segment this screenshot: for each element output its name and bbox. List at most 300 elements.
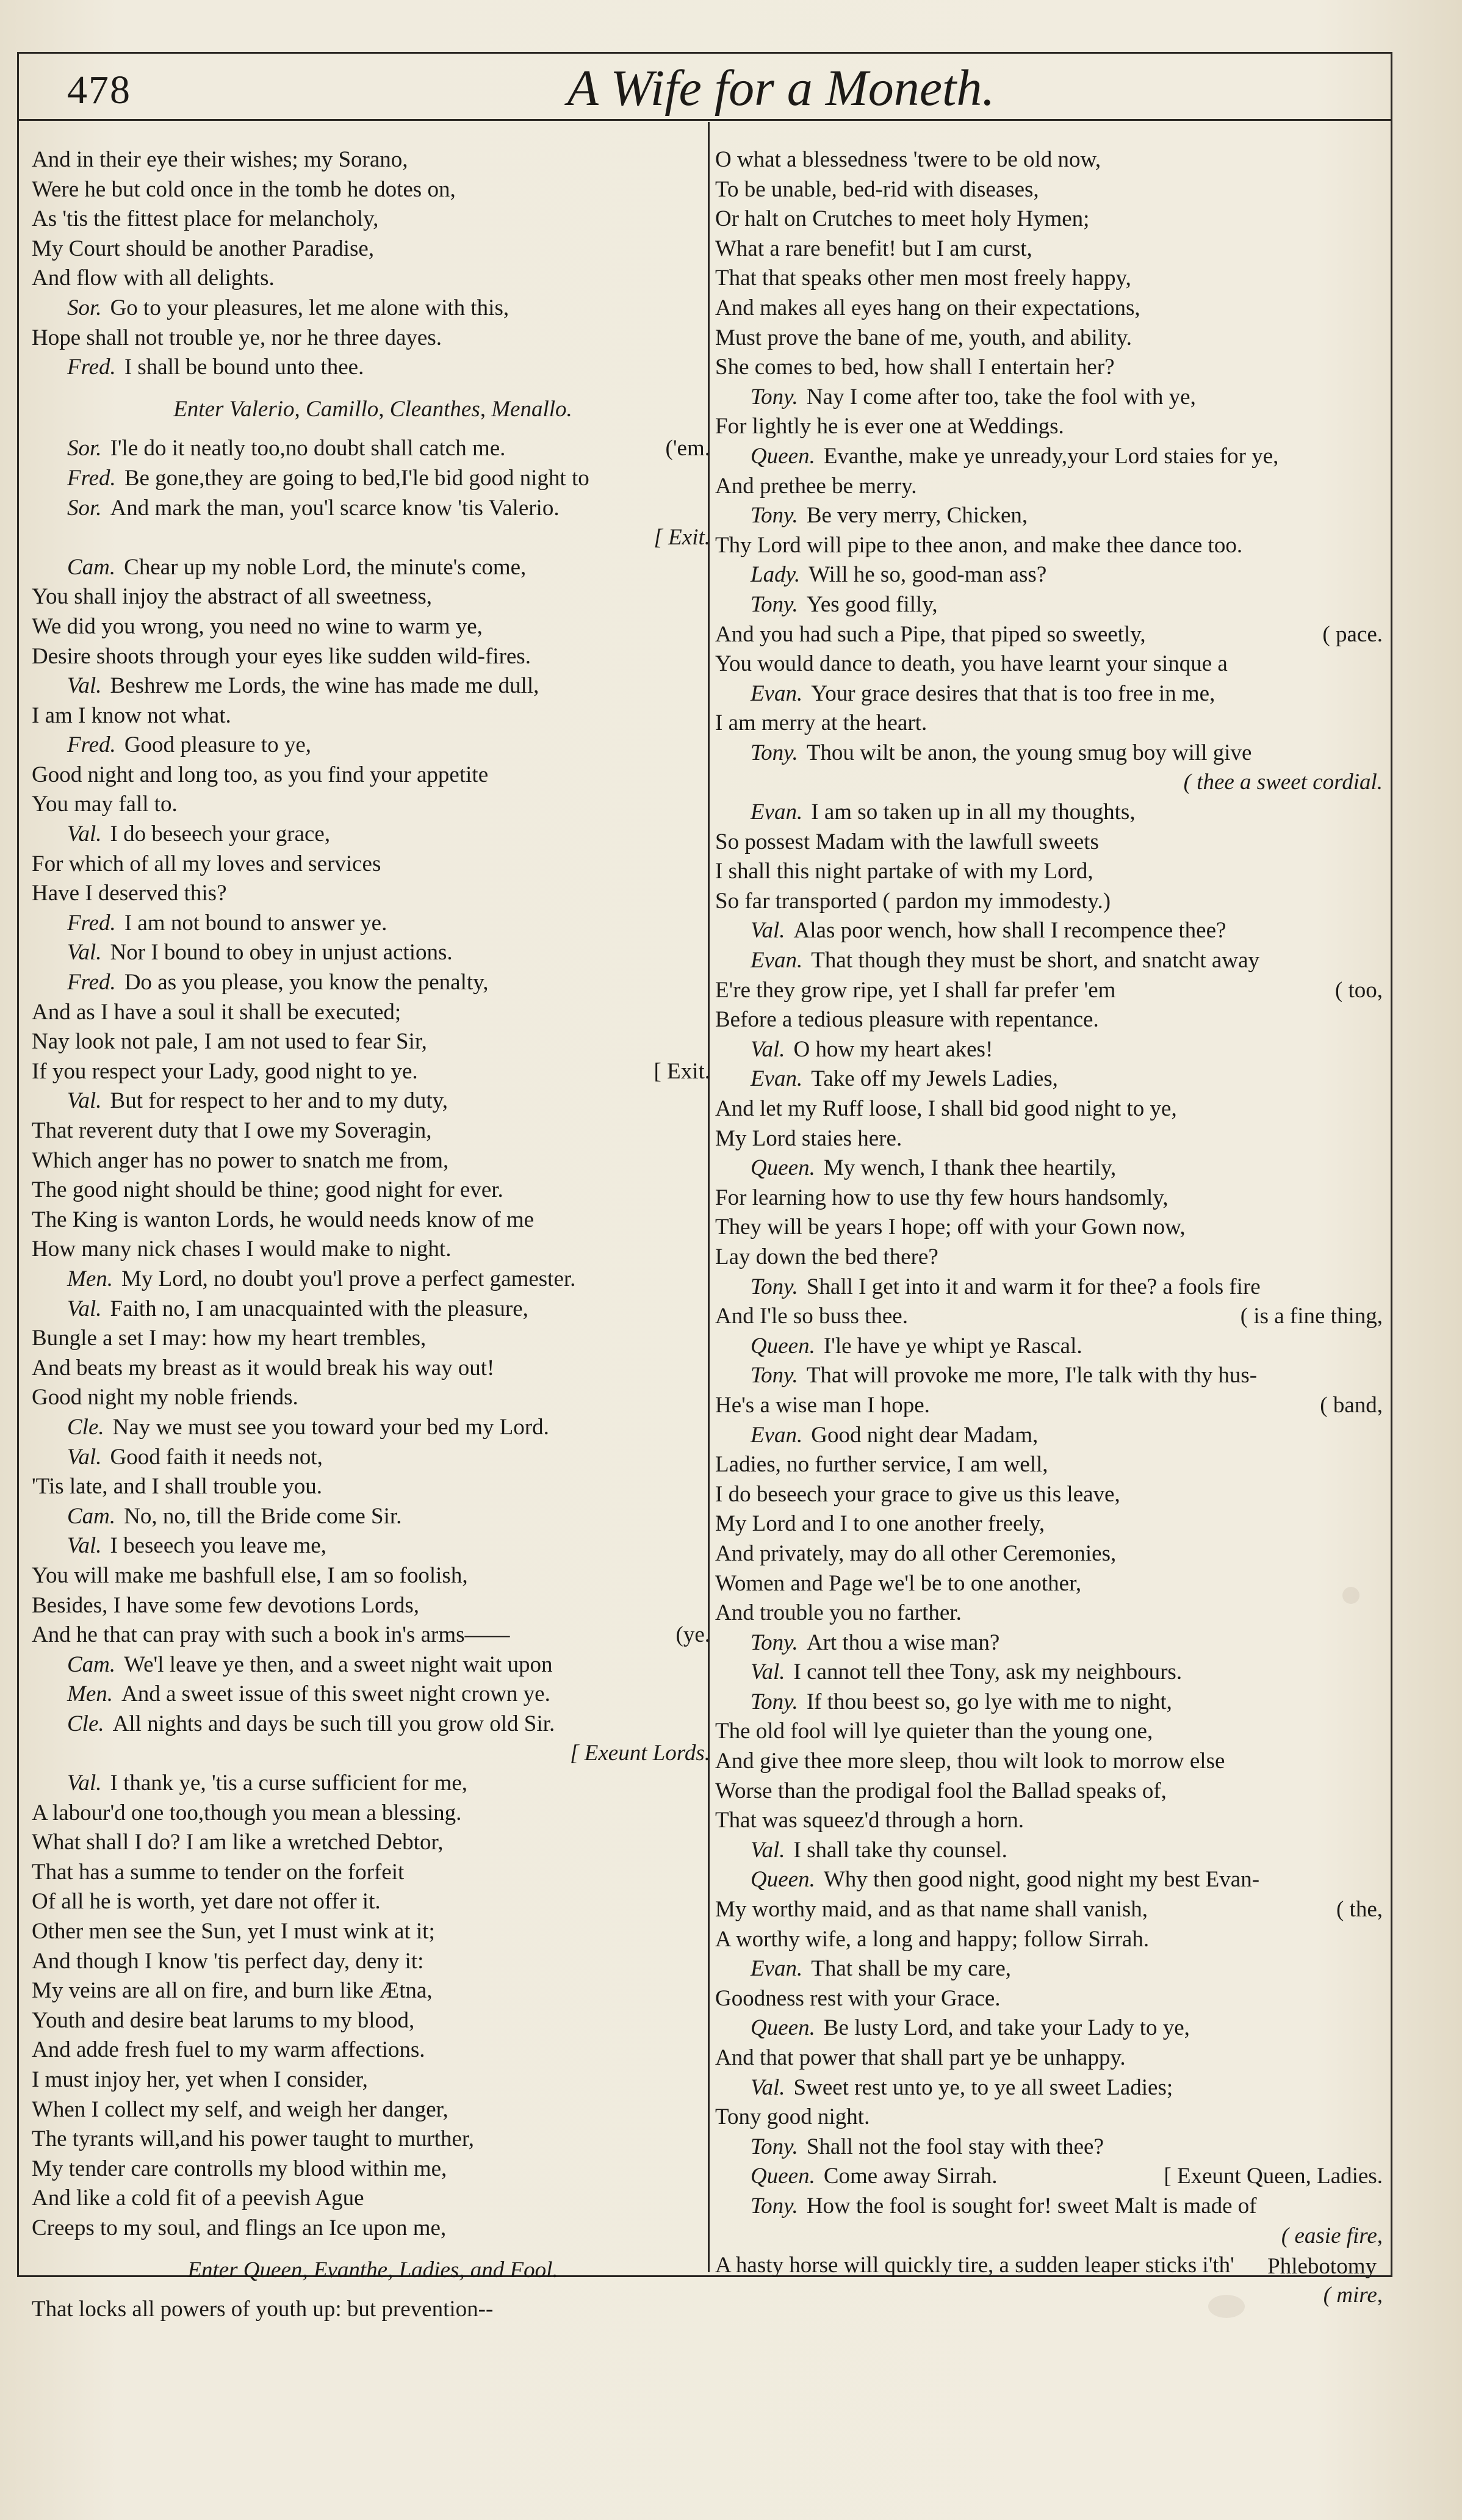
right-aligned-fragment: (ye. bbox=[675, 1622, 710, 1648]
line-text: Youth and desire beat larums to my blood, bbox=[32, 2007, 415, 2033]
verse-line bbox=[715, 1984, 1386, 2014]
line-text: They will be years I hope; off with your Gown now, bbox=[715, 1215, 1186, 1240]
verse-line bbox=[32, 1620, 714, 1650]
line-text: My veins are all on fire, and burn like Ætna, bbox=[32, 1978, 433, 2004]
verse-line bbox=[715, 620, 1386, 650]
right-aligned-fragment: ( too, bbox=[1334, 977, 1383, 1003]
verse-line bbox=[32, 850, 714, 879]
line-text: Were he but cold once in the tomb he dotes on, bbox=[32, 176, 456, 202]
line-text: Thou wilt be anon, the young smug boy will give bbox=[806, 740, 1252, 765]
verse-line bbox=[715, 145, 1386, 175]
line-text: If you respect your Lady, good night to ye. bbox=[32, 1058, 418, 1084]
speaker-name: Val. bbox=[751, 1837, 785, 1863]
line-text: I do beseech your grace to give us this leave, bbox=[715, 1481, 1120, 1507]
line-text: Alas poor wench, how shall I recompence thee? bbox=[793, 918, 1226, 944]
verse-line bbox=[715, 1569, 1386, 1599]
line-text: Nay look not pale, I am not used to fear Sir, bbox=[32, 1029, 427, 1055]
line-text: I must injoy her, yet when I consider, bbox=[32, 2067, 368, 2092]
speaker-name: Cle. bbox=[67, 1414, 104, 1440]
verse-line bbox=[715, 1094, 1386, 1124]
line-text: And adde fresh fuel to my warm affections. bbox=[32, 2037, 425, 2063]
speaker-name: Evan. bbox=[751, 948, 803, 973]
line-text: And like a cold fit of a peevish Ague bbox=[32, 2186, 364, 2211]
speaker-name: Queen. bbox=[751, 2164, 815, 2189]
verse-line bbox=[32, 1561, 714, 1591]
speech-line bbox=[32, 294, 714, 323]
line-text: And flow with all delights. bbox=[32, 265, 275, 291]
stage-direction: Enter Valerio, Camillo, Cleanthes, Menallo. bbox=[173, 396, 572, 422]
verse-line bbox=[715, 1509, 1386, 1539]
right-aligned-fragment: [ Exeunt Queen, Ladies. bbox=[1164, 2164, 1383, 2189]
verse-line bbox=[715, 1243, 1386, 1273]
line-text: Creeps to my soul, and flings an Ice upon me, bbox=[32, 2215, 447, 2240]
line-text: I shall take thy counsel. bbox=[793, 1837, 1007, 1863]
verse-line bbox=[32, 2006, 714, 2036]
speaker-name: Tony. bbox=[751, 1689, 798, 1714]
line-text: Bungle a set I may: how my heart trembles, bbox=[32, 1326, 427, 1351]
verse-line bbox=[715, 1717, 1386, 1747]
speech-line bbox=[715, 2132, 1386, 2162]
verse-line bbox=[32, 998, 714, 1028]
speaker-name: Men. bbox=[67, 1681, 113, 1707]
line-text: Your grace desires that that is too free in me, bbox=[811, 681, 1215, 706]
verse-line bbox=[32, 1472, 714, 1502]
speaker-name: Tony. bbox=[751, 384, 798, 410]
speaker-name: Queen. bbox=[751, 1155, 815, 1181]
line-text: That was squeez'd through a horn. bbox=[715, 1808, 1024, 1833]
verse-line bbox=[32, 1235, 714, 1265]
right-aligned-fragment: ( is a fine thing, bbox=[1240, 1304, 1383, 1329]
turnover-line: ( mire, bbox=[1323, 2282, 1383, 2308]
left-column bbox=[32, 145, 714, 2325]
speech-line bbox=[32, 1680, 714, 1709]
verse-line bbox=[32, 234, 714, 264]
verse-line bbox=[715, 828, 1386, 857]
speaker-name: Val. bbox=[67, 821, 102, 847]
speaker-name: Val. bbox=[751, 1036, 785, 1062]
verse-line bbox=[32, 790, 714, 820]
line-text: Desire shoots through your eyes like sudden wild-fires. bbox=[32, 643, 531, 669]
verse-line bbox=[32, 1917, 714, 1947]
speaker-name: Queen. bbox=[751, 1333, 815, 1359]
verse-line bbox=[32, 323, 714, 353]
speaker-name: Val. bbox=[67, 1088, 102, 1114]
verse-line bbox=[715, 1747, 1386, 1777]
line-text: That though they must be short, and snatcht away bbox=[811, 948, 1259, 973]
speech-line bbox=[715, 1035, 1386, 1065]
verse-line bbox=[32, 145, 714, 175]
verse-line bbox=[715, 1895, 1386, 1925]
line-text: To be unable, bed-rid with diseases, bbox=[715, 176, 1039, 202]
line-text: The good night should be thine; good night for ever. bbox=[32, 1177, 503, 1203]
speaker-name: Fred. bbox=[67, 970, 116, 995]
line-text: Women and Page we'l be to one another, bbox=[715, 1570, 1082, 1596]
speaker-name: Val. bbox=[751, 918, 785, 944]
exit-direction: [ Exeunt Lords. bbox=[570, 1741, 710, 1766]
line-text: Art thou a wise man? bbox=[806, 1630, 1000, 1655]
line-text: Other men see the Sun, yet I must wink at it; bbox=[32, 1919, 435, 1944]
speaker-name: Val. bbox=[67, 1771, 102, 1796]
line-text: We did you wrong, you need no wine to warm ye, bbox=[32, 613, 483, 639]
verse-line bbox=[715, 323, 1386, 353]
verse-line bbox=[32, 2065, 714, 2095]
line-text: She comes to bed, how shall I entertain her? bbox=[715, 355, 1115, 380]
speech-line bbox=[715, 916, 1386, 946]
line-text: He's a wise man I hope. bbox=[715, 1392, 930, 1418]
line-text: How many nick chases I would make to night. bbox=[32, 1237, 452, 1262]
speaker-name: Sor. bbox=[67, 436, 102, 461]
line-text: Thy Lord will pipe to thee anon, and make thee dance too. bbox=[715, 532, 1243, 558]
line-text: A worthy wife, a long and happy; follow Sirrah. bbox=[715, 1926, 1150, 1952]
line-text: My Lord, no doubt you'l prove a perfect gamester. bbox=[121, 1266, 576, 1291]
speech-line bbox=[32, 553, 714, 583]
line-text: My worthy maid, and as that name shall vanish, bbox=[715, 1897, 1148, 1922]
speaker-name: Tony. bbox=[751, 1630, 798, 1655]
speech-line bbox=[32, 731, 714, 760]
line-text: Of all he is worth, yet dare not offer it. bbox=[32, 1889, 381, 1915]
turnover-line: ( easie fire, bbox=[1281, 2223, 1383, 2248]
verse-line bbox=[715, 175, 1386, 205]
line-text: Be lusty Lord, and take your Lady to ye, bbox=[823, 2015, 1190, 2041]
speech-line bbox=[715, 2192, 1386, 2222]
line-text: Sweet rest unto ye, to ye all sweet Ladies; bbox=[793, 2074, 1173, 2100]
speech-line bbox=[32, 1265, 714, 1294]
speech-line bbox=[715, 1628, 1386, 1658]
line-text: The tyrants will,and his power taught to murther, bbox=[32, 2126, 475, 2152]
line-text: Lay down the bed there? bbox=[715, 1244, 938, 1269]
verse-line bbox=[715, 1539, 1386, 1569]
speech-line bbox=[32, 1413, 714, 1443]
speaker-name: Queen. bbox=[751, 443, 815, 469]
verse-line bbox=[32, 1383, 714, 1413]
verse-line bbox=[32, 612, 714, 642]
line-text: The King is wanton Lords, he would needs know of me bbox=[32, 1207, 535, 1232]
speech-line bbox=[715, 798, 1386, 828]
speech-line bbox=[32, 464, 714, 494]
verse-line bbox=[715, 1806, 1386, 1836]
line-text: Good faith it needs not, bbox=[110, 1444, 323, 1470]
line-text: The old fool will lye quieter than the young one, bbox=[715, 1719, 1153, 1744]
verse-line bbox=[32, 642, 714, 672]
speech-line bbox=[715, 1688, 1386, 1717]
speaker-name: Fred. bbox=[67, 465, 116, 491]
speaker-name: Lady. bbox=[751, 562, 801, 588]
line-text: Good night dear Madam, bbox=[811, 1422, 1039, 1448]
speech-line bbox=[715, 2162, 1386, 2192]
verse-line bbox=[715, 294, 1386, 323]
verse-line bbox=[32, 2184, 714, 2214]
speaker-name: Cle. bbox=[67, 1711, 104, 1736]
speaker-name: Cam. bbox=[67, 1652, 116, 1677]
verse-line bbox=[715, 709, 1386, 738]
speaker-name: Fred. bbox=[67, 355, 116, 380]
verse-line bbox=[32, 1887, 714, 1917]
verse-line bbox=[32, 2214, 714, 2244]
header-rule bbox=[17, 119, 1392, 121]
line-text: Ladies, no further service, I am well, bbox=[715, 1452, 1048, 1478]
speaker-name: Val. bbox=[751, 1659, 785, 1685]
line-text: For lightly he is ever one at Weddings. bbox=[715, 414, 1064, 439]
line-text: Good night my noble friends. bbox=[32, 1385, 298, 1410]
verse-line bbox=[32, 2095, 714, 2125]
verse-line bbox=[32, 879, 714, 909]
speech-line bbox=[32, 1650, 714, 1680]
speaker-name: Tony. bbox=[751, 740, 798, 765]
speech-line bbox=[715, 1954, 1386, 1984]
line-text: Nor I bound to obey in unjust actions. bbox=[110, 940, 453, 966]
verse-line bbox=[32, 760, 714, 790]
line-text: I'le have ye whipt ye Rascal. bbox=[823, 1333, 1082, 1359]
speaker-name: Tony. bbox=[751, 2134, 798, 2159]
line-text: And a sweet issue of this sweet night crown ye. bbox=[121, 1681, 550, 1707]
speaker-name: Evan. bbox=[751, 800, 803, 825]
line-text: And you had such a Pipe, that piped so sweetly, bbox=[715, 621, 1146, 647]
line-text: And prethee be merry. bbox=[715, 473, 917, 499]
speaker-name: Sor. bbox=[67, 495, 102, 521]
verse-line bbox=[715, 1183, 1386, 1213]
line-text: I am not bound to answer ye. bbox=[124, 910, 387, 936]
line-text: A labour'd one too,though you mean a blessing. bbox=[32, 1800, 462, 1825]
verse-line bbox=[715, 1480, 1386, 1510]
turnover-line: ( thee a sweet cordial. bbox=[1183, 770, 1383, 795]
line-text: E're they grow ripe, yet I shall far prefer 'em bbox=[715, 977, 1116, 1003]
verse-line bbox=[32, 1799, 714, 1829]
verse-line bbox=[715, 857, 1386, 887]
line-text: Which anger has no power to snatch me from, bbox=[32, 1147, 449, 1173]
speech-line bbox=[715, 1273, 1386, 1302]
speech-line bbox=[715, 1658, 1386, 1688]
speaker-name: Sor. bbox=[67, 295, 102, 320]
speaker-name: Fred. bbox=[67, 910, 116, 936]
verse-line bbox=[715, 353, 1386, 383]
verse-line bbox=[715, 2043, 1386, 2073]
line-text: As 'tis the fittest place for melancholy, bbox=[32, 206, 379, 232]
right-column bbox=[715, 145, 1386, 2310]
line-text: I beseech you leave me, bbox=[110, 1533, 326, 1559]
speech-line bbox=[32, 1086, 714, 1116]
speech-line bbox=[32, 494, 714, 524]
verse-line bbox=[32, 701, 714, 731]
speaker-name: Evan. bbox=[751, 681, 803, 706]
line-text: Chear up my noble Lord, the minute's come, bbox=[124, 554, 527, 580]
line-text: Do as you please, you know the penalty, bbox=[124, 970, 489, 995]
speech-line bbox=[32, 1502, 714, 1532]
verse-line bbox=[32, 1947, 714, 1977]
line-text: Take off my Jewels Ladies, bbox=[811, 1066, 1058, 1092]
line-text: And privately, may do all other Ceremonies, bbox=[715, 1540, 1117, 1566]
line-text: You may fall to. bbox=[32, 792, 178, 817]
line-text: And as I have a soul it shall be executed; bbox=[32, 999, 402, 1025]
speech-line bbox=[715, 679, 1386, 709]
speaker-name: Evan. bbox=[751, 1422, 803, 1448]
verse-line bbox=[32, 582, 714, 612]
stage-direction: Enter Queen, Evanthe, Ladies, and Fool. bbox=[187, 2257, 558, 2283]
speaker-name: Tony. bbox=[751, 1274, 798, 1299]
line-text: No, no, till the Bride come Sir. bbox=[124, 1503, 402, 1529]
line-text: I shall this night partake of with my Lord, bbox=[715, 859, 1093, 884]
speaker-name: Evan. bbox=[751, 1956, 803, 1982]
speech-line bbox=[32, 1443, 714, 1473]
verse-line bbox=[715, 887, 1386, 917]
speech-line bbox=[715, 442, 1386, 472]
line-text: That locks all powers of youth up: but prevention-- bbox=[32, 2297, 494, 2322]
verse-line bbox=[32, 2154, 714, 2184]
verse-line bbox=[32, 1591, 714, 1621]
line-text: Go to your pleasures, let me alone with this, bbox=[110, 295, 510, 320]
line-text: Tony good night. bbox=[715, 2104, 870, 2130]
speech-line bbox=[32, 1294, 714, 1324]
speaker-name: Val. bbox=[67, 1533, 102, 1559]
line-text: Beshrew me Lords, the wine has made me dull, bbox=[110, 673, 539, 699]
line-text: And in their eye their wishes; my Sorano, bbox=[32, 147, 408, 172]
line-text: And let my Ruff loose, I shall bid good night to ye, bbox=[715, 1096, 1177, 1121]
verse-line bbox=[715, 234, 1386, 264]
speaker-name: Queen. bbox=[751, 1867, 815, 1893]
line-text: Worse than the prodigal fool the Ballad speaks of, bbox=[715, 1778, 1167, 1803]
verse-line bbox=[715, 1213, 1386, 1243]
verse-line bbox=[715, 531, 1386, 561]
line-text: I do beseech your grace, bbox=[110, 821, 331, 847]
verse-line bbox=[32, 1027, 714, 1057]
verse-line bbox=[32, 1205, 714, 1235]
speaker-name: Tony. bbox=[751, 1363, 798, 1388]
line-text: Why then good night, good night my best Evan- bbox=[823, 1867, 1260, 1893]
line-text: Or halt on Crutches to meet holy Hymen; bbox=[715, 206, 1090, 232]
line-text: All nights and days be such till you grow old Sir. bbox=[112, 1711, 555, 1736]
speech-line bbox=[32, 968, 714, 998]
line-text: Evanthe, make ye unready,your Lord staies for ye, bbox=[823, 443, 1279, 469]
right-aligned-fragment: ( the, bbox=[1336, 1897, 1383, 1922]
verse-line bbox=[32, 1354, 714, 1384]
verse-line bbox=[715, 412, 1386, 442]
speech-line bbox=[715, 946, 1386, 976]
speech-line bbox=[715, 2013, 1386, 2043]
exit-direction: [ Exit. bbox=[654, 525, 710, 551]
line-text: That has a summe to tender on the forfeit bbox=[32, 1859, 405, 1885]
verse-line bbox=[715, 264, 1386, 294]
speech-line bbox=[715, 383, 1386, 413]
line-text: That will provoke me more, I'le talk with thy hus- bbox=[806, 1363, 1258, 1388]
speech-line bbox=[715, 1153, 1386, 1183]
speaker-name: Val. bbox=[67, 1296, 102, 1321]
speech-line bbox=[32, 434, 714, 464]
line-text: My Lord and I to one another freely, bbox=[715, 1511, 1045, 1537]
verse-line bbox=[715, 1391, 1386, 1421]
verse-line bbox=[32, 2035, 714, 2065]
verse-line bbox=[715, 1005, 1386, 1035]
line-text: My Lord staies here. bbox=[715, 1125, 902, 1151]
verse-line bbox=[715, 204, 1386, 234]
line-text: That shall be my care, bbox=[811, 1956, 1012, 1982]
line-text: I'le do it neatly too,no doubt shall catch me. bbox=[110, 436, 506, 461]
line-text: And trouble you no farther. bbox=[715, 1600, 962, 1626]
verse-line bbox=[32, 2295, 714, 2325]
line-text: Will he so, good-man ass? bbox=[808, 562, 1047, 588]
line-text: You shall injoy the abstract of all sweetness, bbox=[32, 584, 432, 610]
line-text: And I'le so buss thee. bbox=[715, 1304, 908, 1329]
line-text: Besides, I have some few devotions Lords, bbox=[32, 1592, 420, 1618]
line-text: Be gone,they are going to bed,I'le bid good night to bbox=[124, 465, 589, 491]
line-text: Nay I come after too, take the fool with ye, bbox=[806, 384, 1196, 410]
line-text: Faith no, I am unacquainted with the pleasure, bbox=[110, 1296, 528, 1321]
speaker-name: Men. bbox=[67, 1266, 113, 1291]
line-text: We'l leave ye then, and a sweet night wait upon bbox=[124, 1652, 553, 1677]
verse-line bbox=[32, 1175, 714, 1205]
speaker-name: Val. bbox=[67, 940, 102, 966]
line-text: For which of all my loves and services bbox=[32, 851, 381, 876]
verse-line bbox=[32, 1057, 714, 1087]
speaker-name: Val. bbox=[67, 673, 102, 699]
line-text: And makes all eyes hang on their expectations, bbox=[715, 295, 1140, 320]
verse-line bbox=[32, 1146, 714, 1176]
right-aligned-fragment: [ Exit. bbox=[654, 1058, 710, 1084]
line-text: I am merry at the heart. bbox=[715, 710, 927, 736]
line-text: And mark the man, you'l scarce know 'tis Valerio. bbox=[110, 495, 560, 521]
verse-line bbox=[715, 1302, 1386, 1332]
line-text: Must prove the bane of me, youth, and ability. bbox=[715, 325, 1132, 350]
line-text: Be very merry, Chicken, bbox=[806, 503, 1028, 529]
line-text: What shall I do? I am like a wretched Debtor, bbox=[32, 1830, 444, 1855]
speech-line bbox=[715, 1064, 1386, 1094]
speech-line bbox=[715, 738, 1386, 768]
speaker-name: Cam. bbox=[67, 554, 116, 580]
verse-line bbox=[32, 1324, 714, 1354]
speech-line bbox=[32, 671, 714, 701]
line-text: Have I deserved this? bbox=[32, 881, 227, 906]
line-text: O how my heart akes! bbox=[793, 1036, 993, 1062]
line-text: So possest Madam with the lawfull sweets bbox=[715, 829, 1099, 854]
speech-line bbox=[715, 1836, 1386, 1866]
speech-line bbox=[32, 909, 714, 939]
speech-line bbox=[715, 2073, 1386, 2103]
line-text: And though I know 'tis perfect day, deny it: bbox=[32, 1948, 424, 1974]
verse-line bbox=[715, 472, 1386, 502]
line-text: If thou beest so, go lye with me to night, bbox=[806, 1689, 1172, 1714]
line-text: Before a tedious pleasure with repentance. bbox=[715, 1007, 1099, 1033]
verse-line bbox=[32, 1828, 714, 1858]
speech-line bbox=[32, 1769, 714, 1799]
speech-line bbox=[32, 938, 714, 968]
line-text: Good night and long too, as you find your appetite bbox=[32, 762, 489, 787]
right-aligned-fragment: ('em. bbox=[665, 436, 710, 461]
line-text: And give thee more sleep, thou wilt look to morrow else bbox=[715, 1749, 1225, 1774]
verse-line bbox=[715, 1598, 1386, 1628]
line-text: O what a blessedness 'twere to be old now, bbox=[715, 147, 1101, 172]
speech-line bbox=[715, 1865, 1386, 1895]
running-head: A Wife for a Moneth. bbox=[567, 60, 995, 117]
line-text: But for respect to her and to my duty, bbox=[110, 1088, 448, 1114]
verse-line bbox=[32, 1858, 714, 1888]
line-text: Shall not the fool stay with thee? bbox=[806, 2134, 1104, 2159]
line-text: I cannot tell thee Tony, ask my neighbours. bbox=[793, 1659, 1183, 1685]
speaker-name: Tony. bbox=[751, 503, 798, 529]
speaker-name: Cam. bbox=[67, 1503, 116, 1529]
verse-line bbox=[715, 649, 1386, 679]
speaker-name: Tony. bbox=[751, 591, 798, 617]
speaker-name: Evan. bbox=[751, 1066, 803, 1092]
speaker-name: Tony. bbox=[751, 2193, 798, 2219]
speaker-name: Val. bbox=[67, 1444, 102, 1470]
speech-line bbox=[715, 590, 1386, 620]
verse-line bbox=[715, 1124, 1386, 1154]
verse-line bbox=[715, 1450, 1386, 1480]
line-text: For learning how to use thy few hours handsomly, bbox=[715, 1185, 1169, 1210]
verse-line bbox=[32, 264, 714, 294]
right-aligned-fragment: ( band, bbox=[1320, 1392, 1383, 1418]
line-text: You would dance to death, you have learnt your sinque a bbox=[715, 651, 1228, 677]
line-text: Goodness rest with your Grace. bbox=[715, 1985, 1001, 2011]
verse-line bbox=[32, 204, 714, 234]
